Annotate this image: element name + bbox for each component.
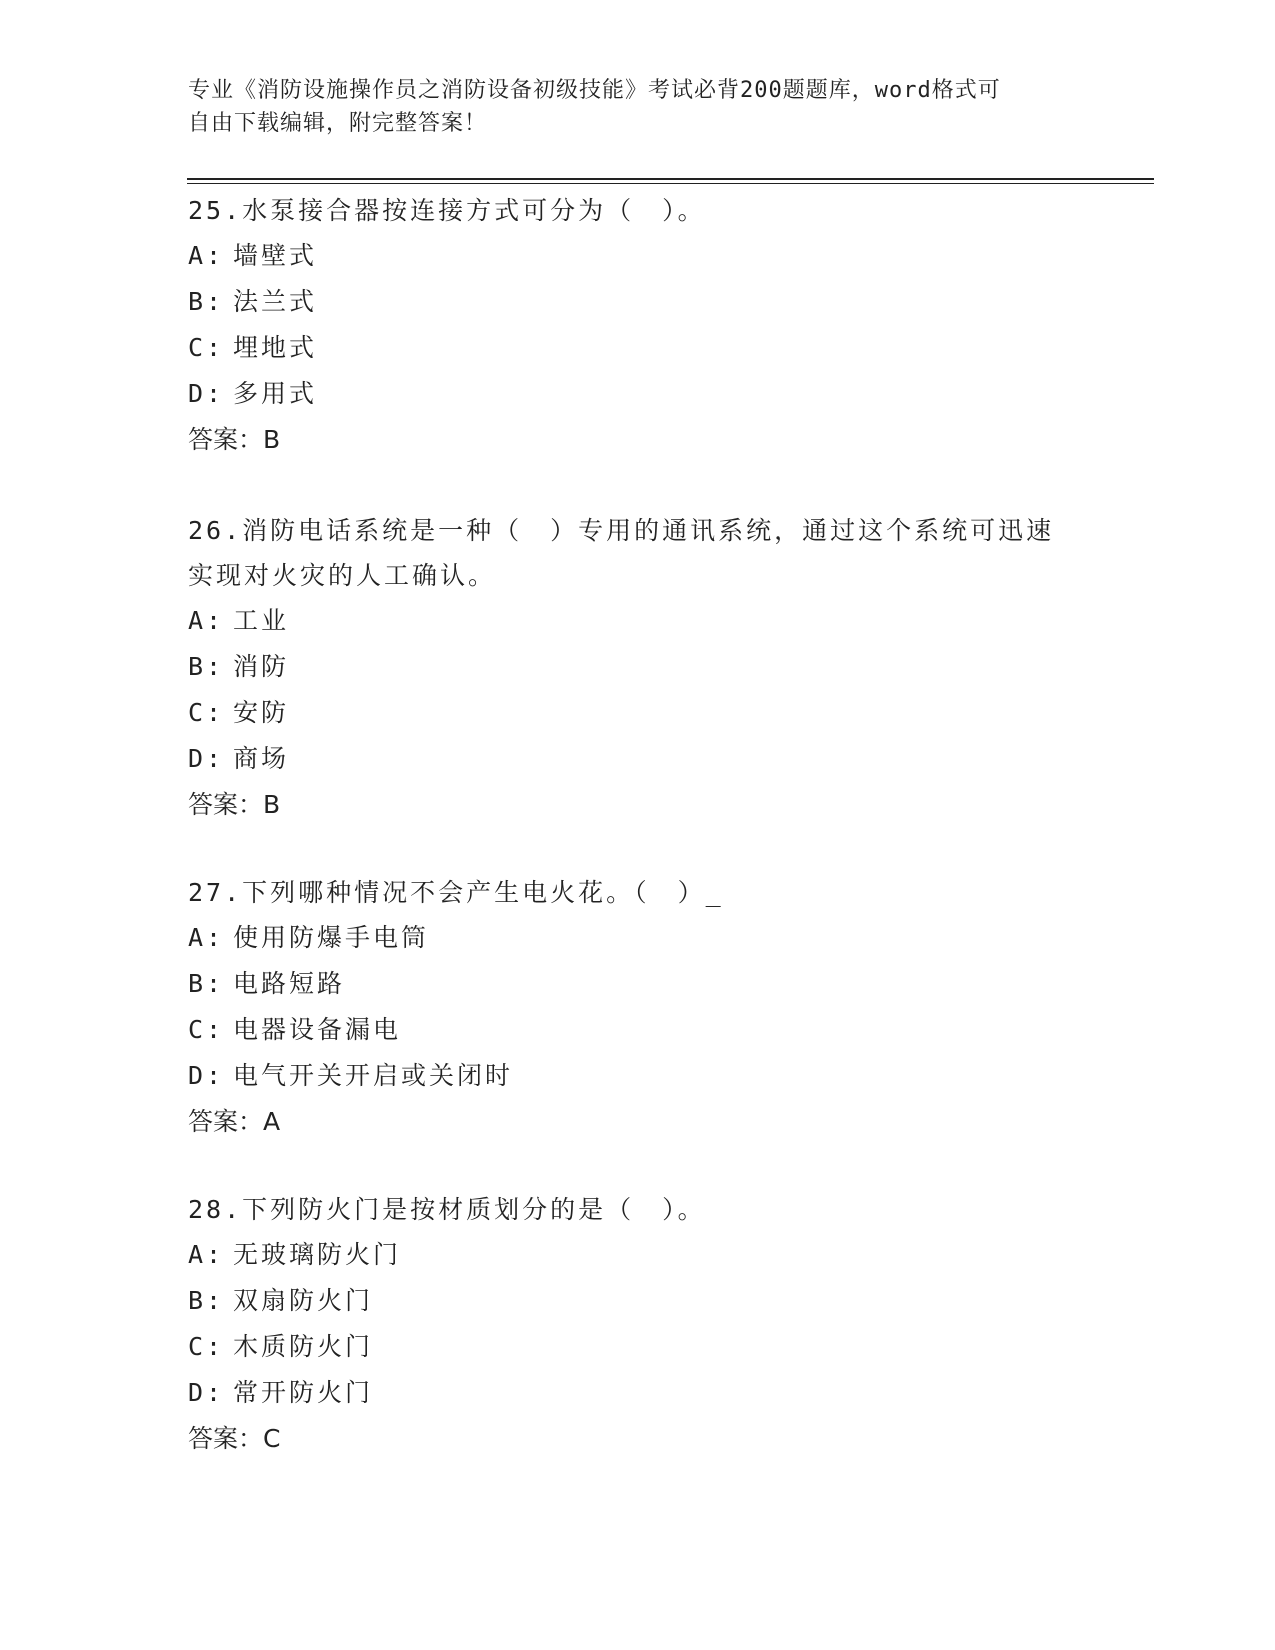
option-d [188,1053,1088,1099]
option-a [188,915,1088,961]
option-key: B: [188,652,225,681]
option-d [188,371,1088,417]
option-text: 埋地式 [233,333,318,362]
option-key: A: [188,606,225,635]
answer: 答案：A [188,1107,281,1136]
answer: 答案：B [188,425,281,454]
question-stem: 28.下列防火门是按材质划分的是（ ）。 [188,1195,706,1224]
answer: 答案：C [188,1424,281,1453]
option-c [188,1007,1088,1053]
option-text: 双扇防火门 [233,1286,374,1315]
option-key: B: [188,1286,225,1315]
option-key: C: [188,698,225,727]
option-key: A: [188,923,225,952]
option-key: C: [188,333,225,362]
option-key: C: [188,1332,225,1361]
option-key: D: [188,1061,225,1090]
option-text: 法兰式 [233,287,318,316]
option-b [188,1278,1088,1324]
question-28 [188,1187,1088,1462]
option-b [188,644,1068,690]
option-text: 常开防火门 [233,1378,374,1407]
header-divider-thin [187,183,1154,184]
option-text: 消防 [233,652,290,681]
option-c [188,1324,1088,1370]
option-key: A: [188,1240,225,1269]
question-25 [188,188,1088,463]
option-b [188,279,1088,325]
option-text: 商场 [233,744,290,773]
header-line-1: 专业《消防设施操作员之消防设备初级技能》考试必背200题题库，word格式可 [188,78,1001,103]
option-text: 电路短路 [233,969,346,998]
question-stem: 25.水泵接合器按连接方式可分为（ ）。 [188,196,706,225]
option-text: 多用式 [233,379,318,408]
document-header [188,74,1088,140]
option-key: D: [188,1378,225,1407]
answer: 答案：B [188,790,281,819]
option-text: 无玻璃防火门 [233,1240,402,1269]
option-key: C: [188,1015,225,1044]
option-key: B: [188,969,225,998]
option-a [188,598,1068,644]
option-key: D: [188,379,225,408]
option-text: 电器设备漏电 [233,1015,402,1044]
option-key: A: [188,241,225,270]
header-line-2: 自由下载编辑，附完整答案！ [188,111,488,136]
option-c [188,690,1068,736]
option-c [188,325,1088,371]
question-26 [188,508,1068,828]
option-text: 安防 [233,698,290,727]
option-key: D: [188,744,225,773]
question-27 [188,870,1088,1145]
header-divider-thick [187,178,1154,180]
option-text: 墙壁式 [233,241,318,270]
option-b [188,961,1088,1007]
question-stem: 27.下列哪种情况不会产生电火花。（ ）_ [188,878,724,907]
option-text: 工业 [233,606,290,635]
question-stem: 26.消防电话系统是一种（ ）专用的通讯系统，通过这个系统可迅速实现对火灾的人工确认。 [188,516,1055,590]
option-text: 使用防爆手电筒 [233,923,430,952]
option-text: 电气开关开启或关闭时 [233,1061,514,1090]
option-d [188,736,1068,782]
option-text: 木质防火门 [233,1332,374,1361]
option-a [188,1232,1088,1278]
option-key: B: [188,287,225,316]
option-d [188,1370,1088,1416]
option-a [188,233,1088,279]
